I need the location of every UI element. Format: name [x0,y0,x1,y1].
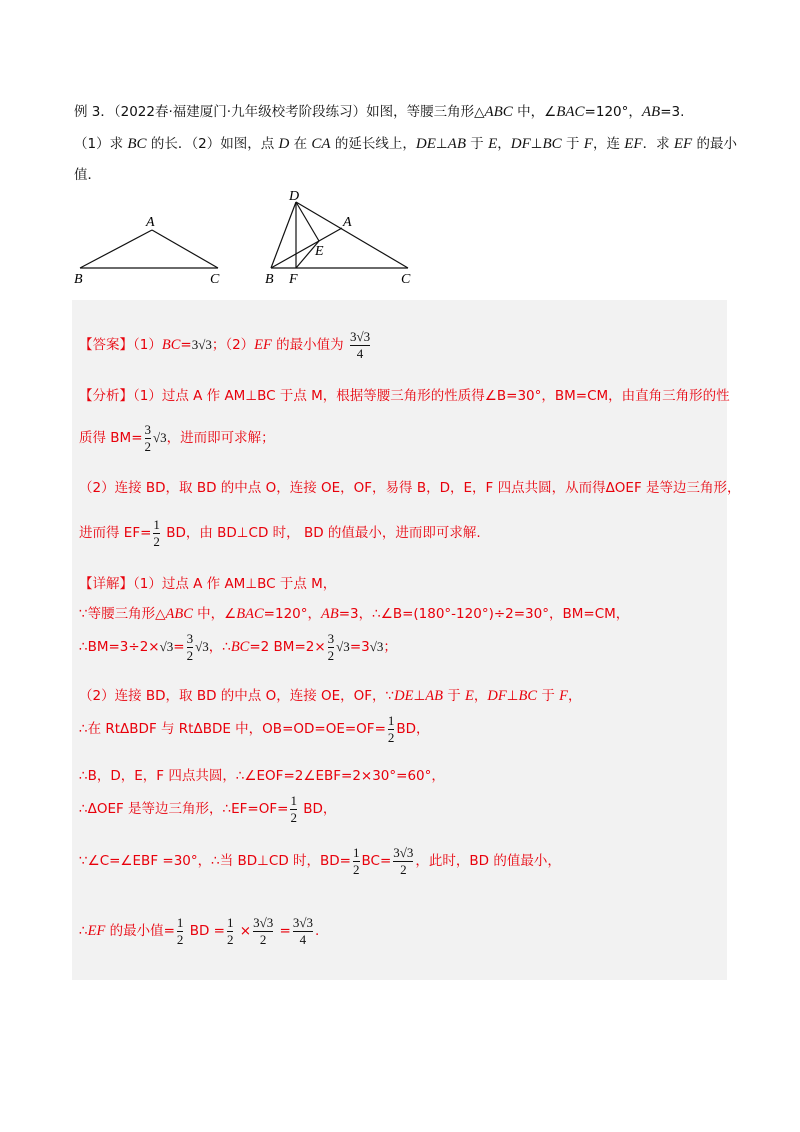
question-text: ．求 [642,136,674,152]
math-var: DF [487,688,507,704]
detail-text: ∴在 RtΔBDF 与 RtΔBDE 中，OB=OD=OE=OF= [79,721,386,738]
answer-tag: 【答案】 [79,337,133,354]
detail-text: ，此时，BD 的值最小， [415,853,561,870]
math-var: EF [254,337,272,354]
detail-text: 于 [442,688,466,704]
detail-text: （1）过点 A 作 AM⊥BC 于点 M， [133,576,337,592]
detail-text: ∴ [79,923,88,940]
detail-text: =3 [349,639,370,656]
math-var: F [559,688,568,704]
detail-text: = [173,639,185,656]
math-value: √3 [369,639,384,655]
analysis-line-2 [79,423,275,453]
detail-text: =120°， [263,606,322,622]
detail-text: ； [383,639,397,656]
math-var: E [488,136,498,152]
figure-2-construction [265,189,411,287]
question-text: 值． [74,167,101,183]
detail-text: × [235,923,252,940]
detail-tag: 【详解】 [79,576,133,592]
math-var: AB [447,136,466,152]
numerator: 3√3 [349,329,371,344]
math-var: DE [394,688,414,704]
question-text: 的长．（2）如图，点 [146,136,279,152]
fraction [145,423,152,453]
analysis-text: ，进而即可求解； [166,430,275,447]
analysis-text: 进而得 EF= [79,525,152,542]
question-text: 于 [561,136,584,152]
math-var: EF [87,923,106,940]
math-var: AB [641,104,661,120]
detail-text: . [314,923,320,940]
question-text: ⊥ [435,136,448,152]
label-a: A [146,215,155,230]
answer-text: ；（2） [211,337,255,354]
fraction [393,846,413,876]
detail-line-6 [79,764,445,784]
fraction [187,632,194,662]
fraction [388,714,395,744]
question-text: 的延长线上， [330,136,416,152]
numerator: 3√3 [393,845,414,860]
analysis-line-1 [79,384,730,404]
numerator: 3√3 [292,915,313,930]
question-line-1 [74,100,684,121]
math-var: BAC [236,606,264,622]
label-a2: A [343,215,352,230]
detail-text: BD = [185,923,225,940]
detail-text: ∵∠C=∠EBF =30°，∴当 BD⊥CD 时，BD= [79,853,351,870]
denominator: 4 [356,345,364,361]
fraction [328,632,335,662]
detail-text: ， [473,688,488,704]
math-var: BC [127,136,147,152]
question-text: 例 3．（2022春·福建厦门·九年级校考阶段练习）如图，等腰三角形△ [74,104,485,120]
denominator: 2 [226,931,234,947]
analysis-text: 质得 BM= [79,430,143,447]
analysis-line-3 [79,476,741,496]
label-b: B [74,272,83,287]
question-text: =120°， [584,104,642,120]
label-d: D [289,189,300,204]
detail-text: BD， [396,721,430,738]
math-var: ABC [484,104,513,120]
math-var: D [278,136,290,152]
analysis-line-4 [79,518,481,548]
fraction [253,916,273,946]
math-var: BC [161,337,181,354]
denominator: 2 [259,931,267,947]
numerator: 1 [353,845,360,860]
detail-text: ⊥ [413,688,426,704]
question-text: ，连 [592,136,625,152]
fraction [290,794,297,824]
detail-line-4 [79,684,582,705]
math-value: √3 [336,639,350,655]
question-text: 于 [465,136,489,152]
question-text: 中，∠ [512,104,557,120]
fraction [350,330,370,360]
math-var: AB [425,688,443,704]
label-c2: C [401,272,411,287]
denominator: 2 [290,809,297,825]
detail-text: 于 [537,688,560,704]
detail-text: （2）连接 BD，取 BD 的中点 O，连接 OE，OF，∵ [79,688,395,704]
detail-text: ∴ΔOEF 是等边三角形，∴EF=OF= [79,801,289,818]
detail-text: ， [568,688,582,704]
numerator: 1 [226,915,234,930]
detail-line-1 [79,572,336,592]
math-value: √3 [195,639,209,655]
numerator: 3 [327,631,335,646]
denominator: 2 [353,861,360,877]
denominator: 4 [299,931,307,947]
denominator: 2 [327,647,335,663]
numerator: 3√3 [253,915,274,930]
math-var: ABC [165,606,193,622]
fraction [153,518,160,548]
detail-text: = [275,923,291,940]
detail-text: BD， [298,801,337,818]
geometry-figures [70,188,430,288]
numerator: 3 [186,631,194,646]
detail-line-8 [79,846,561,876]
fraction [177,916,184,946]
denominator: 2 [387,729,395,745]
answer-text: 的最小值为 [271,337,344,354]
math-var: BC [542,136,562,152]
denominator: 2 [400,861,407,877]
question-text: （1）求 [74,136,128,152]
detail-text: ⊥ [506,688,519,704]
question-text: =3. [660,104,685,120]
math-value: 3√3 [191,337,212,353]
detail-text: ∵等腰三角形△ [79,606,166,622]
detail-text: 中，∠ [192,606,237,622]
question-line-3 [74,163,101,183]
math-var: BAC [556,104,585,120]
math-var: E [465,688,474,704]
math-var: EF [624,136,643,152]
detail-text: =2 BM=2× [249,639,326,656]
label-b2: B [265,272,274,287]
numerator: 3 [144,422,152,437]
fraction [353,846,360,876]
fraction [227,916,234,946]
analysis-text: BD，由 BD⊥CD 时， BD 的值最小，进而即可求解. [161,525,481,542]
math-var: F [583,136,593,152]
detail-line-2 [79,602,629,623]
numerator: 1 [176,915,184,930]
math-value: √3 [153,430,167,446]
question-line-2 [74,132,737,153]
detail-text: ，∴ [208,639,231,656]
detail-text: BC= [361,853,392,870]
question-text: ， [497,136,511,152]
answer-text: （1） [133,337,162,354]
question-text: ⊥ [530,136,543,152]
math-var: CA [311,136,331,152]
analysis-tag: 【分析】 [79,388,133,404]
analysis-text: （1）过点 A 作 AM⊥BC 于点 M，根据等腰三角形的性质得∠B=30°，BM=CM，由直角三角形的性 [133,388,730,404]
detail-text: ∴B，D，E，F 四点共圆，∴∠EOF=2∠EBF=2×30°=60°， [79,768,445,784]
math-var: BC [518,688,538,704]
answer-line [79,330,372,360]
label-f: F [289,272,298,287]
math-var: DF [510,136,531,152]
math-var: BC [230,639,250,656]
denominator: 2 [153,533,160,549]
answer-text: = [180,337,192,354]
denominator: 2 [176,931,184,947]
math-var: AB [321,606,339,622]
math-value: √3 [159,639,174,655]
detail-line-7 [79,794,336,824]
math-var: DE [415,136,436,152]
question-text: 在 [289,136,312,152]
figure-1-triangle [74,215,220,287]
label-c: C [210,272,220,287]
numerator: 1 [387,713,395,728]
numerator: 1 [153,517,160,532]
label-e: E [315,244,324,259]
detail-line-9 [79,916,319,946]
detail-line-5 [79,714,430,744]
detail-text: 的最小值= [105,923,175,940]
numerator: 1 [290,793,297,808]
math-var: EF [673,136,693,152]
question-text: 的最小 [692,136,737,152]
denominator: 2 [144,438,152,454]
detail-text: =3，∴∠B=(180°-120°)÷2=30°，BM=CM， [338,606,630,622]
analysis-text: （2）连接 BD，取 BD 的中点 O，连接 OE，OF，易得 B，D，E，F 四点共圆，从而得ΔOEF 是等边三角形， [79,480,741,496]
detail-line-3 [79,632,397,662]
denominator: 2 [186,647,194,663]
detail-text: ∴BM=3÷2× [79,639,160,656]
fraction [293,916,313,946]
